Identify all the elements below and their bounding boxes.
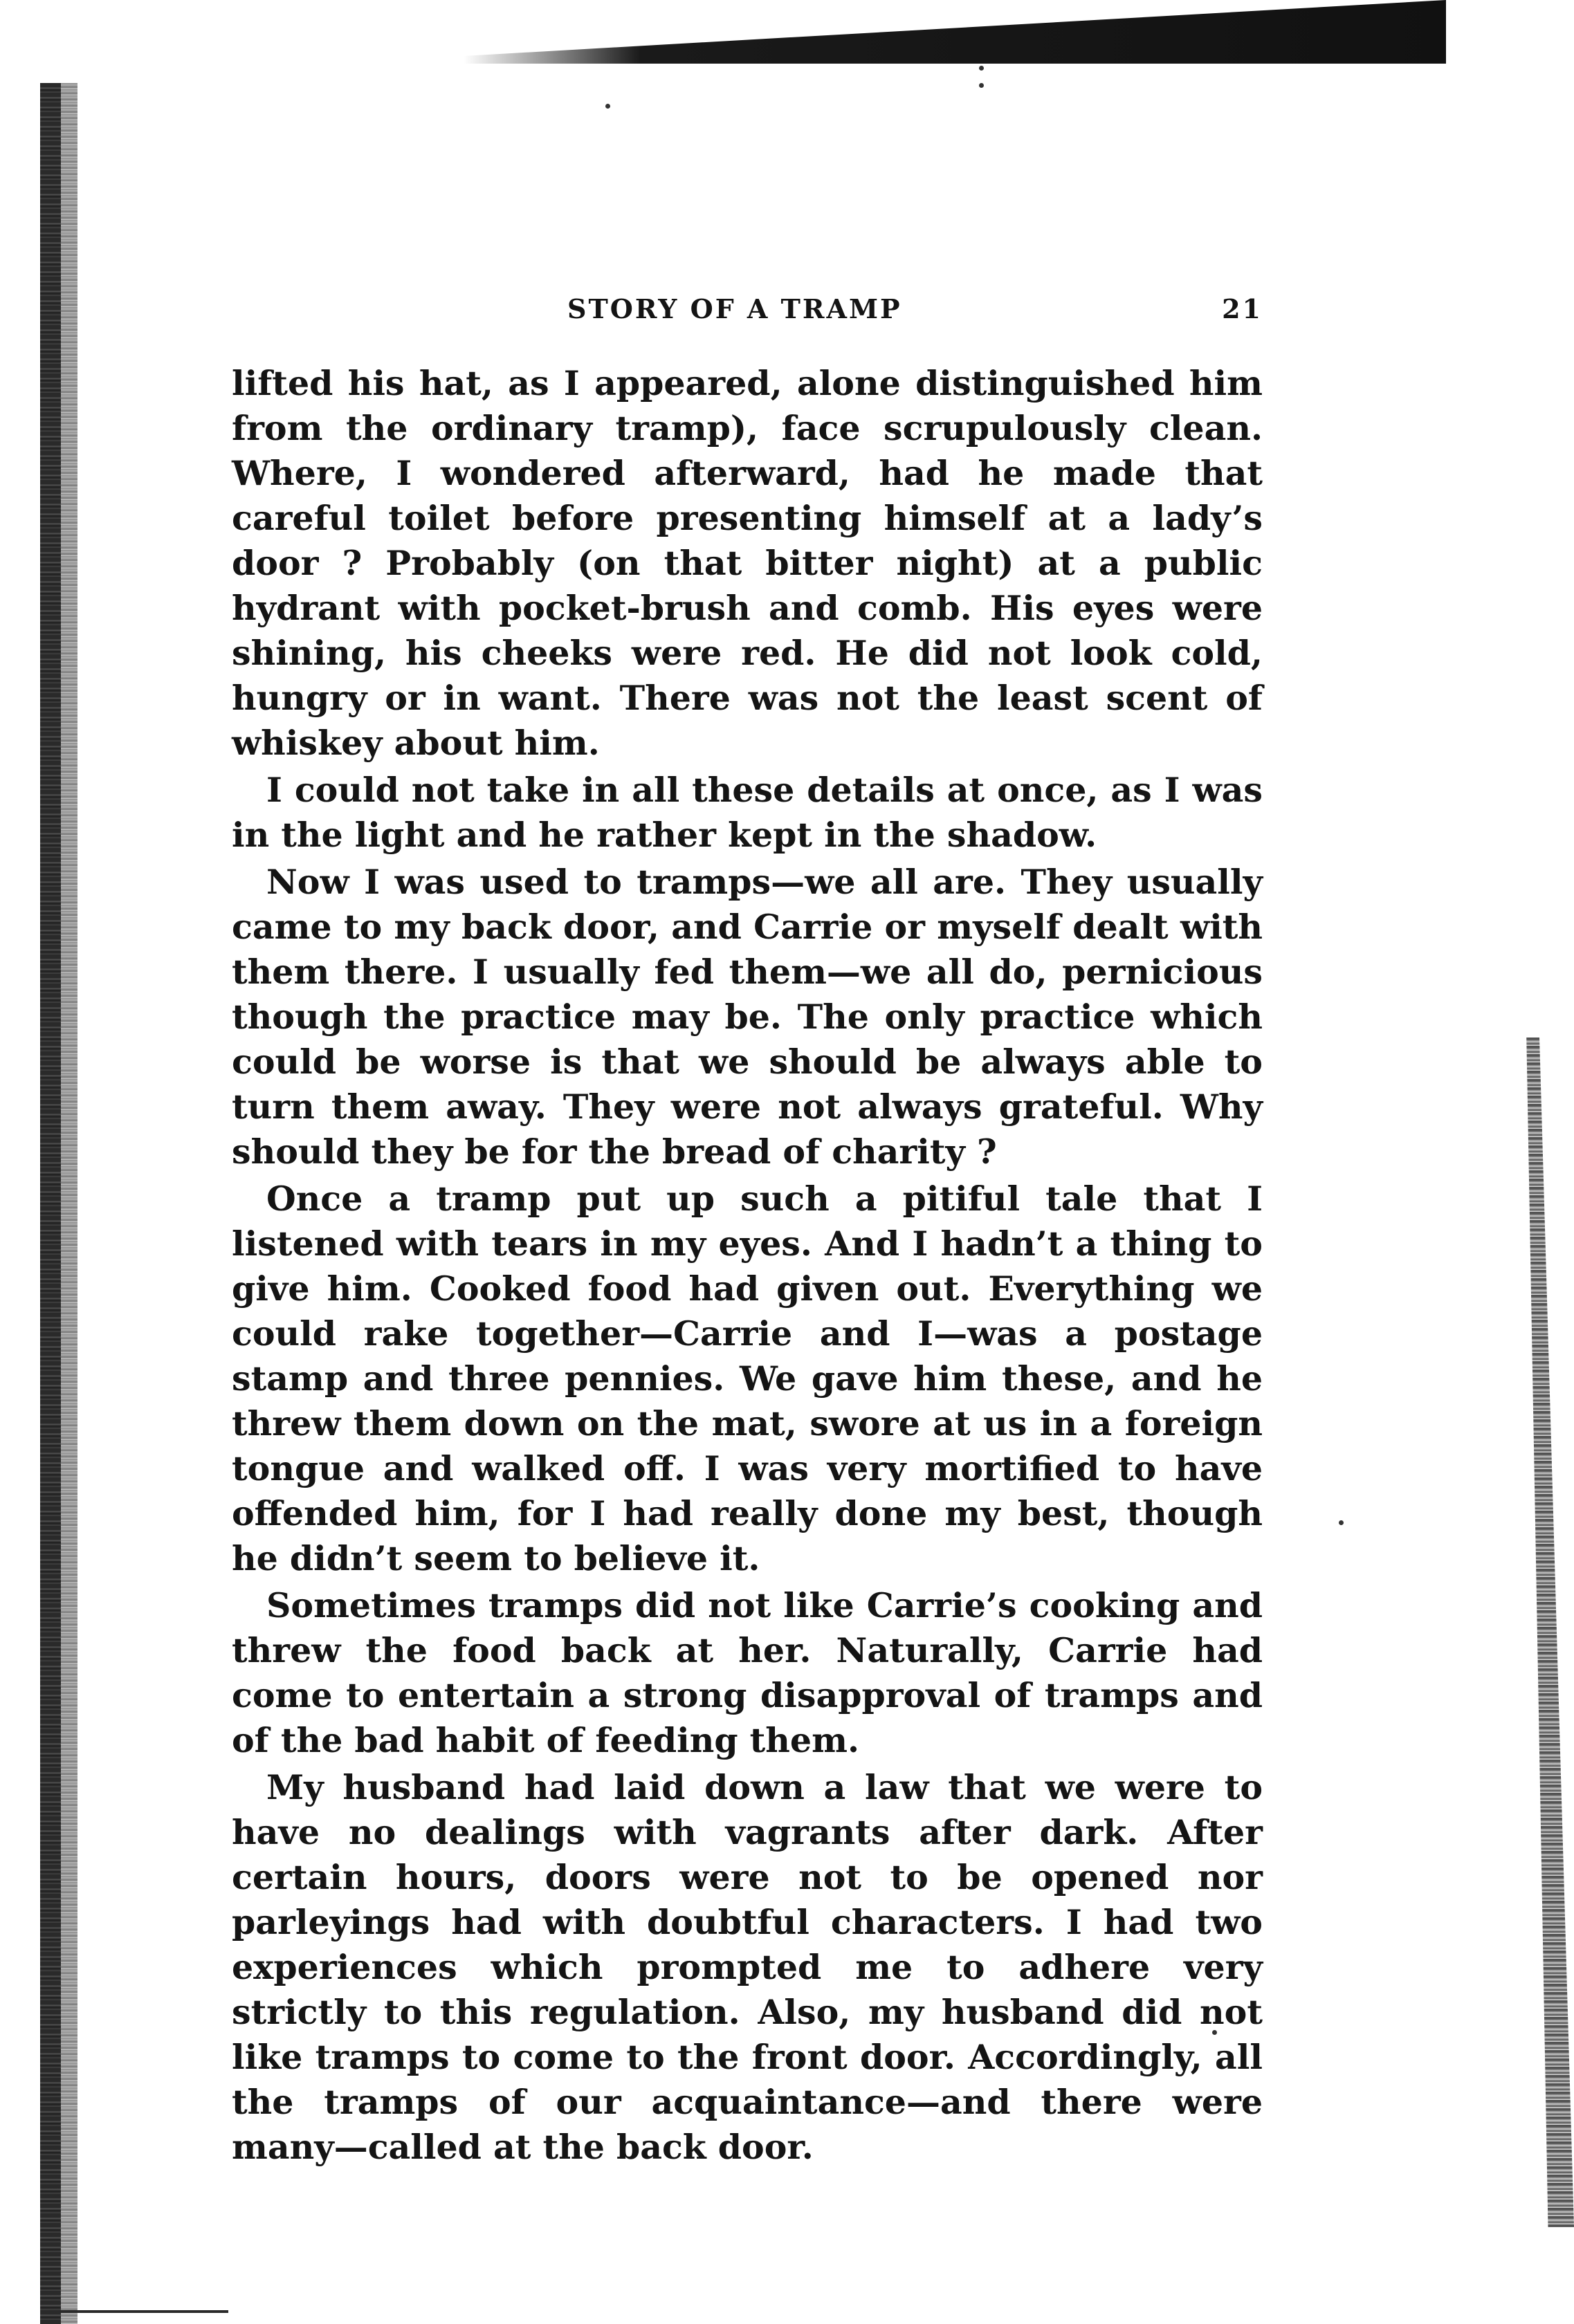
- scan-speck: [979, 66, 984, 71]
- paragraph: Now I was used to tramps—we all are. They usually came to my back door, and Carrie or myself dealt with them there. I usually fed them—we all do, pernicious though the practice may be. The only practice which could be worse is that we should be always able to turn them away. They were not always grateful. Why should they be for the bread of charity ?: [232, 862, 1263, 1172]
- paragraph: Once a tramp put up such a pitiful tale that I listened with tears in my eyes. And I hadn’t a thing to give him. Cooked food had given out. Everything we could rake together—Carrie and I—was a postage stamp and three pennies. We gave him these, and he threw them down on the mat, swore at us in a foreign tongue and walked off. I was very mortified to have offended him, for I had really done my best, though he didn’t seem to believe it.: [232, 1179, 1263, 1578]
- scan-right-edge: [1488, 1038, 1574, 2227]
- running-title: STORY OF A TRAMP: [567, 293, 902, 324]
- page-number: 21: [1222, 293, 1263, 324]
- scan-left-edge: [40, 83, 61, 2324]
- scan-speck: [605, 104, 610, 109]
- scan-bottom-edge: [42, 2310, 228, 2313]
- running-head: [232, 293, 1263, 335]
- paragraph: I could not take in all these details at once, as I was in the light and he rather kept in the shadow.: [232, 770, 1263, 855]
- scan-speck: [979, 83, 984, 88]
- body-text: [232, 361, 1263, 2172]
- paragraph: Sometimes tramps did not like Carrie’s cooking and threw the food back at her. Naturally, Carrie had come to entertain a strong disapproval of tramps and of the bad habit of feeding them.: [232, 1585, 1263, 1760]
- paragraph: lifted his hat, as I appeared, alone distinguished him from the ordinary tramp), face scrupulously clean. Where, I wondered afterward, had he made that careful toilet before presenting himself at a lady’s door ? Probably (on that bitter night) at a public hydrant with pocket-brush and comb. His eyes were shining, his cheeks were red. He did not look cold, hungry or in want. There was not the least scent of whiskey about him.: [232, 363, 1263, 763]
- scan-left-edge-noise: [61, 83, 77, 2324]
- paragraph: My husband had laid down a law that we were to have no dealings with vagrants after dark. After certain hours, doors were not to be opened nor parleyings had with doubtful characters. I had two experiences which prompted me to adhere very strictly to this regulation. Also, my husband did not like tramps to come to the front door. Accordingly, all the tramps of our acquaintance—and there were many—called at the back door.: [232, 1767, 1263, 2167]
- scan-speck: [1339, 1520, 1344, 1525]
- scan-top-shadow: [464, 0, 1446, 64]
